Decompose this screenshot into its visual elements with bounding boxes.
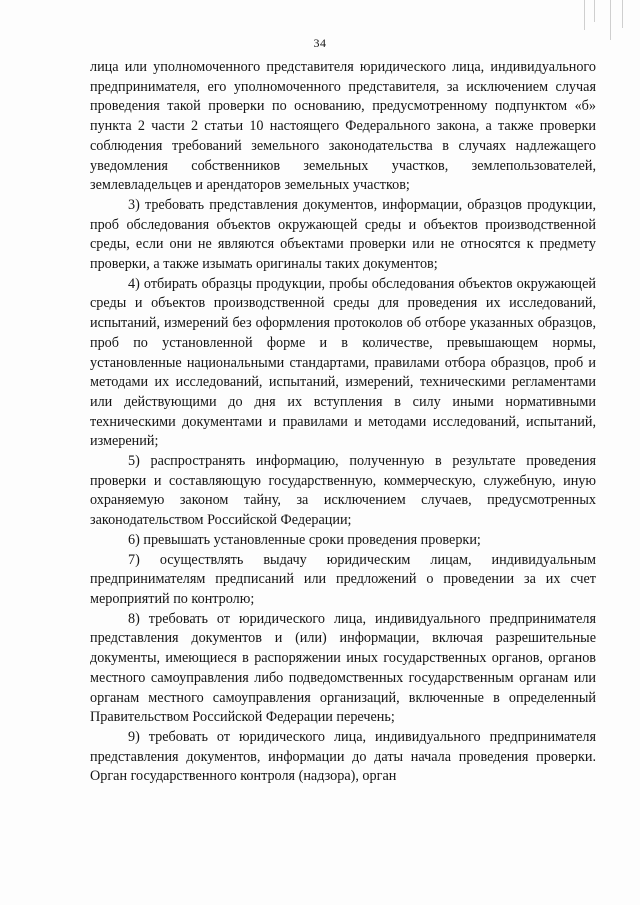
- page-number: 34: [313, 36, 327, 50]
- paragraph: 7) осуществлять выдачу юридическим лицам, индивидуальным предпринимателям предписаний или предложений о проведении за их счет мероприятий по контролю;: [90, 551, 596, 607]
- paragraph: 3) требовать представления документов, информации, образцов продукции, проб обследования объектов окружающей среды и объектов производственной среды, если они не являются объектами проверки или не относятся к предмету проверки, а также изымать оригиналы таких документов;: [90, 196, 596, 273]
- paragraph: 4) отбирать образцы продукции, пробы обследования объектов окружающей среды и объектов производственной среды для проведения их исследований, испытаний, измерений без оформления протоколов об отборе указанных образцов, проб по установленной форме и в количестве, превышающем нормы, установленные национальными стандартами, правилами отбора образцов, проб и методами их исследований, испытаний, измерений, техническими регламентами или действующими до дня их вступления в силу иными нормативными техническими документами и правилами и методами исследований, испытаний, измерений;: [90, 275, 596, 450]
- paragraph: 5) распространять информацию, полученную в результате проведения проверки и составляющую государственную, коммерческую, служебную, иную охраняемую законом тайну, за исключением случаев, предусмотренных законодательством Российской Федерации;: [90, 453, 596, 529]
- paragraph: лица или уполномоченного представителя юридического лица, индивидуального предпринимателя, его уполномоченного представителя, за исключением случая проведения такой проверки по основанию, предусмотренному подпунктом «б» пункта 2 части 2 статьи 10 настоящего Федерального закона, а также проверки соблюдения требований земельного законодательства в случаях надлежащего уведомления собственников земельных участков, землепользователей, землевладельцев и арендаторов земельных участков;: [90, 59, 596, 194]
- paragraph: 6) превышать установленные сроки проведения проверки;: [128, 531, 481, 548]
- paragraph: 8) требовать от юридического лица, индивидуального предпринимателя представления документов и (или) информации, включая разрешительные документы, имеющиеся в распоряжении иных государственных органов, органов местного самоуправления либо подведомственных государственным органам или органам местного самоуправления организаций, включенные в определенный Правительством Российской Федерации перечень;: [90, 610, 596, 726]
- paragraph: 9) требовать от юридического лица, индивидуального предпринимателя представления документов, информации до даты начала проведения проверки. Орган государственного контроля (надзора), орган: [90, 728, 596, 785]
- document-body: [90, 58, 596, 787]
